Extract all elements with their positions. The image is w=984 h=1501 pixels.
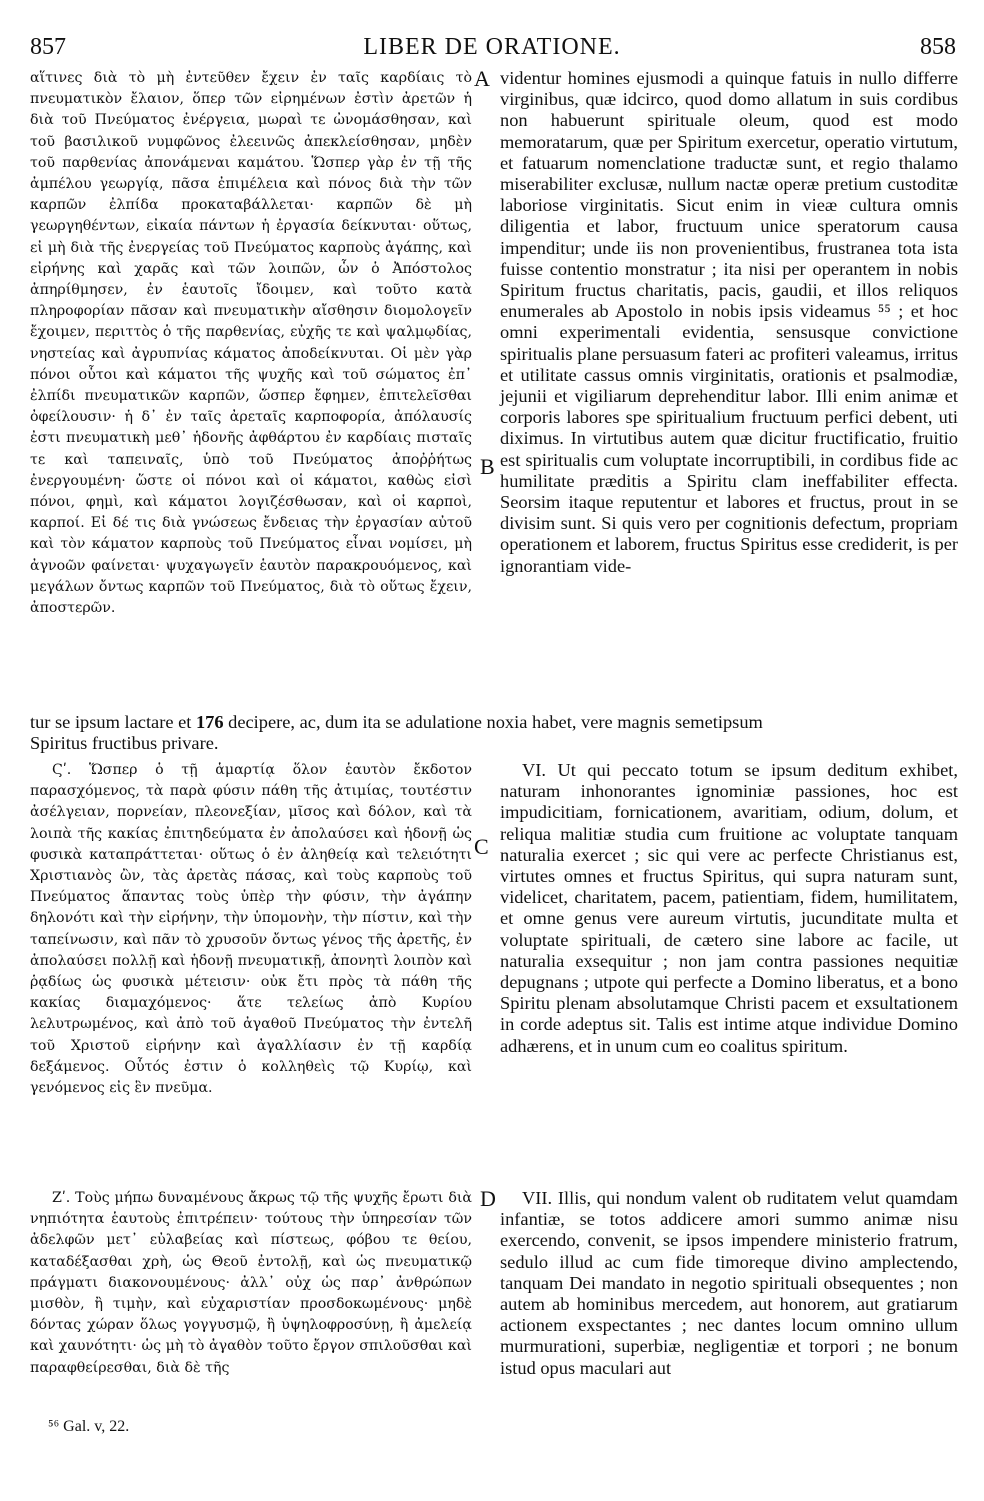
margin-letter-a: A (474, 66, 490, 91)
latin-section-7 (500, 1188, 958, 1379)
latin-paragraph-top: videntur homines ejusmodi a quinque fatuis in nullo differre virginibus, quæ idcirco, quod domo allatum in suis cordibus non habuerunt spirituale oleum, quod est modo memoratarum, quæ per Spiritum exercetur, operatio virtutum, et fatuarum nomenclatione traductæ sunt, et regio thalamo miserabiliter exclusæ, nullum nactæ operæ pretium custoditæ laboriose virginitatis. Sicut enim in vieæ cultura omnis diligentia et labor, fructuum unice speratorum causa impenditur; unde iis non provenientibus, frustranea tota ista fuisse contentio monstratur ; ita nisi per operantem in nobis Spiritum fructus charitatis, pacis, gaudii, et illos reliquos enumerales ab Apostolo in nobis ipsis videamus ⁵⁵ ; et hoc omni experimentali evidentia, sensusque convictione spiritualis plane persuasum fateri ac profiteri valeamus, irritus et utilitate cassus omnis virginitatis, orationis et psalmodiæ, jejunii et vigiliarum deprehenditur labor. Illi enim animæ et corporis labores spe spiritualium fructuum perfici debent, uti diximus. In virtutibus autem quæ dicitur fructificatio, fruitio est spiritualis cum voluptate incorruptibili, in cordibus fide ac humilitate præditis a Spiritu clam ineffabiliter effecta. Seorsim itaque reputentur et labores et fructus, prout in se divisim sunt. Si quis vero per cognitionis defectum, propriam operationem et laborem, fructus Spiritus esse crediderit, is per ignorantiam vide- (500, 68, 958, 576)
column-number: 176 (195, 712, 224, 732)
continuation-line-1: tur se ipsum lactare et 176 decipere, ac, dum ita se adulatione noxia habet, vere magnis semetipsum (30, 712, 763, 732)
latin-paragraph-7: VII. Illis, qui nondum valent ob ruditatem velut quamdam infantiæ, se totos addicere amori summo animæ nisu exercendo, convenit, se ipsos impendere ministerio fratrum, sedulo illud ac cum fide timoreque divino amplectendo, tanquam Dei mandato in negotio spirituali obsequentes ; non autem ab hominibus mercedem, aut honorem, aut gratiarum actionem exspectantes ; nec dantes locum omnino ullum murmurationi, superbiæ, negligentiæ et torpori ; ne bonum istud opus maculari aut (500, 1188, 958, 1378)
greek-paragraph-6: Ϛʹ. Ὥσπερ ὁ τῇ ἁμαρτίᾳ ὅλον ἑαυτὸν ἔκδοτον παρασχόμενος, τὰ παρὰ φύσιν πάθη τῆς ἀτιμίας, τουτέστιν ἀσέλγειαν, πορνείαν, πλεονεξίαν, μῖσος καὶ δόλον, καὶ τὰ λοιπὰ τῆς κακίας ἐπιτηδεύματα ἐν ἀπολαύσει καὶ ἡδονῇ ὡς φυσικὰ καταπράττεται· οὕτως ὁ ἐν ἀληθείᾳ καὶ τελειότητι Χριστιανὸς ὢν, τὰς ἀρετὰς πάσας, καὶ τοὺς καρποὺς τοῦ Πνεύματος ἅπαντας τοὺς ὑπὲρ τὴν φύσιν, τὴν ἀγάπην δηλονότι καὶ τὴν εἰρήνην, τὴν ὑπομονὴν, τὴν πίστιν, καὶ τὴν ταπείνωσιν, καὶ πᾶν τὸ χρυσοῦν ὄντως γένος τῆς ἀρετῆς, ἐν ἀπολαύσει πολλῇ καὶ ἡδονῇ πνευματικῇ, ἀπονητὶ λοιπὸν καὶ ῥᾳδίως ὡς φυσικὰ μέτεισιν· οὐκ ἔτι πρὸς τὰ πάθη τῆς κακίας διαμαχόμενος· ἅτε τελείως ἀπὸ Κυρίου λελυτρωμένος, καὶ ἀπὸ τοῦ ἀγαθοῦ Πνεύματος τὴν ἐντελῆ τοῦ Χριστοῦ εἰρήνην καὶ ἀγαλλίασιν ἐν τῇ καρδίᾳ δεξάμενος. Οὗτός ἐστιν ὁ κολληθεὶς τῷ Κυρίῳ, καὶ γενόμενος εἰς ἓν πνεῦμα. (30, 762, 472, 1097)
continuation-line-2: Spiritus fructibus privare. (30, 733, 219, 754)
running-title: LIBER DE ORATIONE. (363, 34, 621, 60)
margin-letter-c: C (474, 834, 489, 859)
greek-paragraph-top: αἵτινες διὰ τὸ μὴ ἐντεῦθεν ἔχειν ἐν ταῖς καρδίαις τὸ πνευματικὸν ἔλαιον, ὅπερ τῶν εἰρημένων ἐστὶν ἀρετῶν ἡ διὰ τοῦ Πνεύματος ἐνέργεια, μωραὶ τε ὠνομάσθησαν, καὶ τοῦ βασιλικοῦ νυμφῶνος ἐλεεινῶς ἀπεκλείσθησαν, μηδὲν τοῦ παρθενίας ἀπονάμεναι καμάτου. Ὥσπερ γὰρ ἐν τῇ τῆς ἀμπέλου γεωργίᾳ, πᾶσα ἐπιμέλεια καὶ πόνος διὰ τὴν τῶν καρπῶν ἐλπίδα προκαταβάλλεται· καρπῶν δὲ μὴ γεωργηθέντων, εἰκαία πάντων ἡ ἐργασία δείκνυται· οὕτως, εἰ μὴ διὰ τῆς ἐνεργείας τοῦ Πνεύματος καρποὺς ἀγάπης, καὶ εἰρήνης καὶ χαρᾶς καὶ τῶν λοιπῶν, ὧν ὁ Ἀπόστολος ἀπηρίθμησεν, ἐν ἑαυτοῖς ἴδοιμεν, καὶ τοῦτο κατὰ πληροφορίαν πᾶσαν καὶ πνευματικὴν αἴσθησιν διομολογεῖν ἔχοιμεν, περιττὸς ὁ τῆς παρθενίας, εὐχῆς τε καὶ ψαλμῳδίας, νηστείας καὶ ἀγρυπνίας κάματος ἀποδείκνυται. Οἱ μὲν γὰρ πόνοι οὗτοι καὶ κάματοι τῆς ψυχῆς καὶ τοῦ σώματος ἐπ᾽ ἐλπίδι πνευματικῶν καρπῶν, ὥσπερ ἔφημεν, ἐπιτελεῖσθαι ὀφείλουσιν· ἡ δ᾽ ἐν ταῖς ἀρεταῖς καρποφορία, ἀπόλαυσίς ἐστι πνευματικὴ μεθ᾽ ἡδονῆς ἀφθάρτου ἐν καρδίαις πισταῖς τε καὶ ταπειναῖς, ὑπὸ τοῦ Πνεύματος ἀποῤῥήτως ἐνεργουμένη· ὥστε οἱ πόνοι καὶ οἱ κάματοι, καθὼς εἰσὶ πόνοι, φημὶ, καὶ κάματοι λογιζέσθωσαν, καὶ οἱ καρποὶ, καρποί. Εἰ δέ τις διὰ γνώσεως ἔνδειας τὴν ἐργασίαν αὐτοῦ καὶ τὸν κάματον καρποὺς τοῦ Πνεύματος εἶναι νομίσει, μὴ ἀγνοῶν φαίνεται· ψυχαγωγεῖν ἑαυτὸν παρακρουόμενος, καὶ μεγάλων ὄντως καρπῶν τοῦ Πνεύματος, διὰ τὸ οὕτως ἔχειν, ἀποστερῶν. (30, 70, 472, 617)
page-number-left: 857 (30, 34, 66, 60)
footnote: ⁵⁶ Gal. v, 22. (48, 1418, 130, 1435)
margin-letter-b: B (480, 454, 495, 479)
greek-section-7 (30, 1188, 472, 1379)
latin-section-6 (500, 760, 958, 1057)
latin-column-top (500, 68, 958, 577)
margin-letter-d: D (480, 1186, 496, 1211)
page-number-right: 858 (920, 34, 956, 60)
greek-paragraph-7: Ζʹ. Τοὺς μήπω δυναμένους ἄκρως τῷ τῆς ψυχῆς ἔρωτι διὰ νηπιότητα ἑαυτοὺς ἐπιτρέπειν· τούτους τὴν ὑπηρεσίαν τῶν ἀδελφῶν μετ᾽ εὐλαβείας καὶ πίστεως, φόβου τε θείου, καταδέξασθαι χρὴ, ὡς Θεοῦ ἐντολῇ, καὶ ὡς πνευματικῷ πράγματι διακονουμένους· ἀλλ᾽ οὐχ ὡς παρ᾽ ἀνθρώπων μισθὸν, ἢ τιμὴν, καὶ εὐχαριστίαν προσδοκωμένους· μηδὲ δόντας χώραν ὅλως γογγυσμῷ, ἢ ὑψηλοφροσύνῃ, ἢ ἀμελείᾳ καὶ χαυνότητι· ὡς μὴ τὸ ἀγαθὸν τοῦτο ἔργον σπιλοῦσθαι καὶ παραφθείρεσθαι, διὰ δὲ τῆς (30, 1190, 472, 1376)
greek-column-top (30, 68, 472, 619)
latin-paragraph-6: VI. Ut qui peccato totum se ipsum deditum exhibet, naturam inhonorantes ignominiæ passiones, hoc est impudicitiam, fornicationem, avaritiam, odium, dolum, et reliqua malitiæ studia cum fruitione ac voluptate tanquam naturalia exercet ; sic qui vere ac perfecte Christianus est, virtutes omnes et fructus Spiritus, qui supra naturam sunt, videlicet, charitatem, pacem, patientiam, fidem, humilitatem, et omne genus vere aureum virtutis, jucunditate multa et voluptate spirituali, de cætero sine labore ac facile, ut naturalia exsequitur ; non jam contra passiones nequitiæ depugnans ; utpote qui perfecte a Domino liberatus, et a bono Spiritu plenam absolutamque Christi pacem et exsultationem in corde adeptus sit. Talis est intime atque individue Domino adhærens, et in unum cum eo coalitus spiritum. (500, 760, 958, 1056)
page-header (0, 0, 984, 60)
full-width-continuation (30, 712, 958, 754)
greek-section-6 (30, 760, 472, 1099)
